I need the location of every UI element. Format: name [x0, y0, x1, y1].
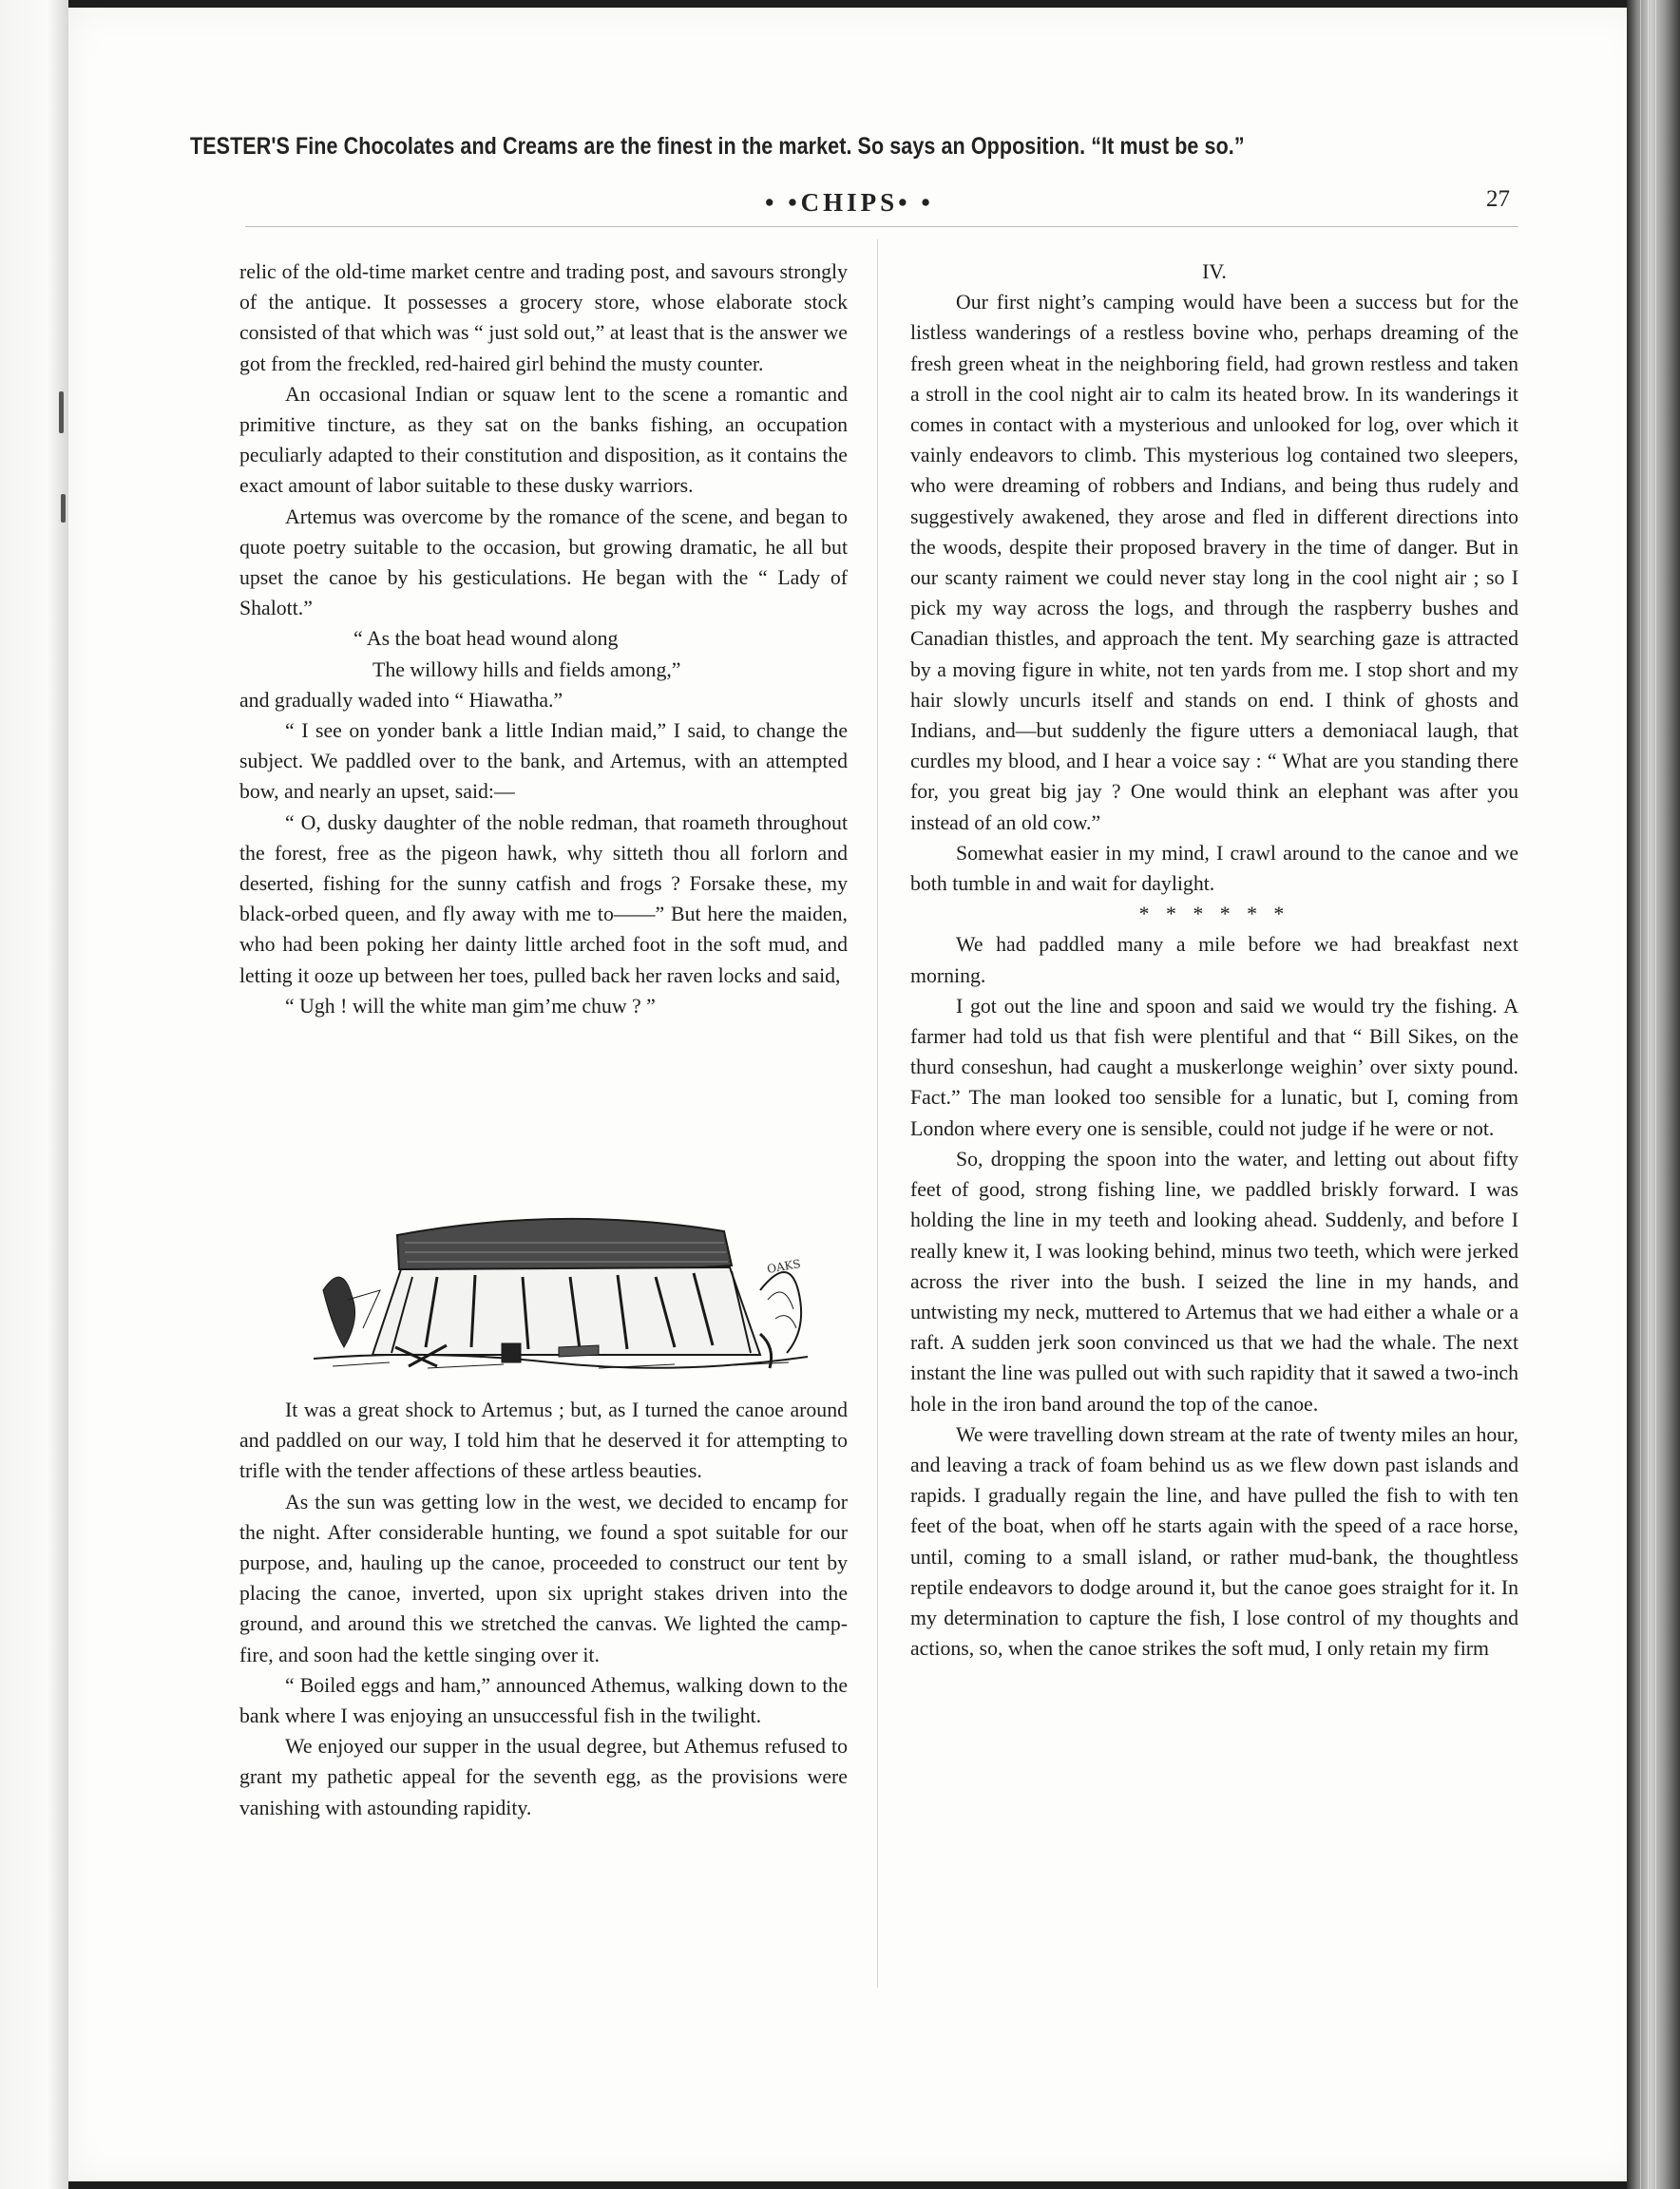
left-lower-paragraph-1: It was a great shock to Artemus ; but, as I turned the canoe around and paddled on our way, I told him that he deserved it for attempting to trifle with the tender affections of these artless beauties.	[239, 1399, 848, 1483]
right-paragraph-6: I got out the line and spoon and said we would try the fishing. A farmer had told us that fish were plentiful and that “ Bill Sikes, on the thurd conseshun, had caught a muskerlonge weighin’ over sixty pound. Fact.” The man looked too sensible for a lunatic, but I, coming from London where every one is sensible, could not judge if he were or not.	[910, 994, 1518, 1140]
left-paragraph-6: and gradually waded into “ Hiawatha.”	[239, 688, 563, 712]
facing-page-edge	[0, 0, 68, 2189]
left-lower-paragraph-4: We enjoyed our supper in the usual degree, but Athemus refused to grant my pathetic appeal for the seventh egg, as the provisions were vanishing with astounding rapidity.	[239, 1735, 848, 1819]
left-paragraph-2: An occasional Indian or squaw lent to the scene a romantic and primitive tincture, as they sat on the banks fishing, an occupation peculiarly adapted to their constitution and disposition, as it contains the exact amount of labor suitable to these dusky warriors.	[239, 382, 848, 498]
header-rule	[245, 226, 1518, 227]
right-paragraph-4: * * * * * *	[1138, 903, 1290, 926]
right-paragraph-8: We were travelling down stream at the rate of twenty miles an hour, and leaving a track of foam behind us as we flew down past islands and rapids. I gradually regain the line, and have pulled the fish to with ten feet of the boat, when off he starts again with the speed of a race horse, until, coming to a small island, or rather mud-bank, the thoughtless reptile endeavors to dodge around it, but the canoe goes straight for it. In my determination to capture the fish, I lose control of my thoughts and actions, so, when the canoe strikes the soft mud, I only retain my firm	[910, 1422, 1518, 1661]
right-paragraph-5: We had paddled many a mile before we had breakfast next morning.	[910, 933, 1518, 987]
left-paragraph-8: “ O, dusky daughter of the noble redman, that roameth throughout the forest, free as the pigeon hawk, why sitteth thou all forlorn and deserted, fishing for the sunny catfish and frogs ? Forsake these, my black-orbed queen, and fly away with me to——” But here the maiden, who had been poking her dainty little arched foot in the soft mud, and letting it ooze up between her toes, pulled back her raven locks and said,	[239, 810, 848, 987]
page-number: 27	[1486, 186, 1510, 212]
masthead-title: • •CHIPS• •	[765, 188, 934, 217]
column-divider	[877, 239, 878, 1988]
tent-sketch	[314, 1219, 808, 1368]
left-paragraph-1: relic of the old-time market centre and trading post, and savours strongly of the antique. It possesses a grocery store, whose elaborate stock consisted of that which was “ just sold out,” at least that is the answer we got from the freckled, red-haired girl behind the musty counter.	[239, 260, 848, 375]
right-paragraph-7: So, dropping the spoon into the water, and letting out about fifty feet of good, strong fishing line, we paddled briskly forward. I was holding the line in my teeth and looking ahead. Suddenly, and before I really knew it, I was looking behind, minus two teeth, which were jerked across the river into the bush. I seized the line in my hands, and untwisting my neck, muttered to Artemus that we had either a whale or a raft. A sudden jerk soon convinced us that we had the whale. The next instant the line was pulled out with such rapidity that it sawed a two-inch hole in the iron band around the top of the canoe.	[910, 1147, 1518, 1416]
left-paragraph-4: “ As the boat head wound along	[353, 627, 619, 651]
advertisement-banner: TESTER'S Fine Chocolates and Creams are the finest in the market. So says an Opposition. “It must be so.”	[190, 133, 1245, 160]
illustration-lettering: OAKS	[766, 1256, 802, 1276]
left-paragraph-7: “ I see on yonder bank a little Indian maid,” I said, to change the subject. We paddled over to the bank, and Artemus, with an attempted bow, and nearly an upset, said:—	[239, 719, 848, 804]
left-column-top	[239, 257, 848, 1021]
right-column	[910, 257, 1518, 1664]
left-lower-paragraph-3: “ Boiled eggs and ham,” announced Athemus, walking down to the bank where I was enjoying an unsuccessful fish in the twilight.	[239, 1673, 848, 1728]
right-paragraph-1: IV.	[1202, 260, 1227, 283]
left-paragraph-5: The willowy hills and fields among,”	[372, 657, 681, 681]
right-paragraph-3: Somewhat easier in my mind, I crawl around to the canoe and we both tumble in and wait for daylight.	[910, 841, 1518, 896]
book-binding-edge	[1627, 0, 1680, 2189]
left-paragraph-9: “ Ugh ! will the white man gim’me chuw ? ”	[285, 994, 656, 1018]
right-paragraph-2: Our first night’s camping would have been a success but for the listless wanderings of a restless bovine who, perhaps dreaming of the fresh green wheat in the neighboring field, had grown restless and taken a stroll in the cool night air to calm its heated brow. In its wanderings it comes in contact with a mysterious and unlooked for log, over which it vainly endeavors to climb. This mysterious log contained two sleepers, who were dreaming of robbers and Indians, and being thus rudely and suggestively awakened, they arose and fled in different directions into the woods, despite their proposed bravery in the time of danger. But in our scanty raiment we could never stay long in the cool night air ; so I pick my way across the logs, and through the raspberry bushes and Canadian thistles, and approach the tent. My searching gaze is attracted by a moving figure in white, not ten yards from me. I stop short and my hair slowly uncurls itself and stands on end. I think of ghosts and Indians, and—but suddenly the figure utters a demoniacal laugh, that curdles my blood, and I hear a voice say : “ What are you standing there for, you great big jay ? One would think an elephant was after you instead of an old cow.”	[910, 291, 1518, 834]
left-column-bottom	[239, 1395, 848, 1823]
left-paragraph-3: Artemus was overcome by the romance of the scene, and began to quote poetry suitable to the occasion, but growing dramatic, he all but upset the canoe by his gesticulations. He began with the “ Lady of Shalott.”	[239, 504, 848, 620]
left-lower-paragraph-2: As the sun was getting low in the west, we decided to encamp for the night. After considerable hunting, we found a spot suitable for our purpose, and, hauling up the canoe, proceeded to construct our tent by placing the canoe, inverted, upon six upright stakes driven into the ground, and around this we stretched the canvas. We lighted the camp-fire, and soon had the kettle singing over it.	[239, 1490, 848, 1666]
tent-illustration	[314, 1186, 808, 1372]
